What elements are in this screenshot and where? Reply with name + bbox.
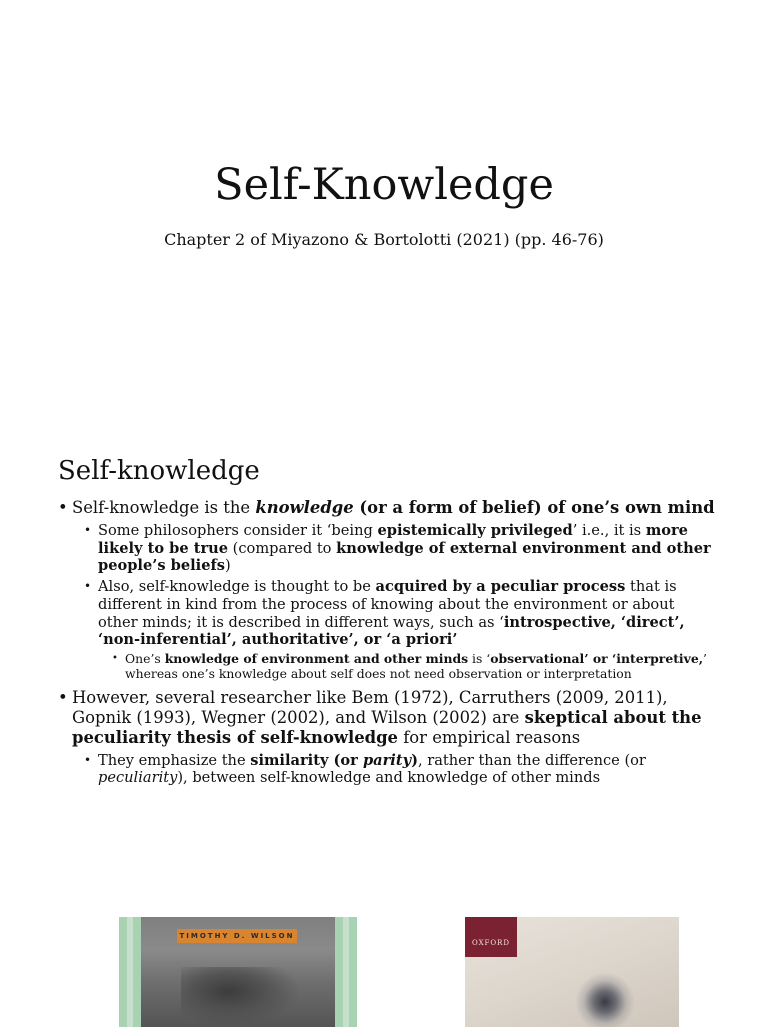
- bullet-text: Some philosophers consider it ‘being: [98, 522, 378, 539]
- oxford-logo: OXFORD: [465, 917, 517, 957]
- bullet-skeptics: [58, 688, 718, 748]
- cover-figure-image: [181, 967, 301, 1027]
- bullet-text-bold: observational’ or ‘interpretive,: [490, 650, 704, 666]
- bullet-text: , rather than the difference (or: [417, 751, 646, 769]
- subbullet-parity: [84, 752, 718, 787]
- cover-stripe: [127, 917, 133, 1027]
- bullet-list: [58, 498, 718, 789]
- bullet-text-bold: knowledge of environment and other minds: [164, 650, 469, 666]
- subbullet-epistemic-privilege: [84, 522, 718, 575]
- bullet-text-emph: knowledge: [255, 498, 354, 517]
- slide-title: Self-Knowledge: [214, 160, 554, 210]
- bullet-text: that is different in kind from the process of knowing about the environment or about other minds; it is described in different ways, such as ‘: [98, 578, 677, 631]
- cover-stripe: [343, 917, 349, 1027]
- slide-subtitle: Chapter 2 of Miyazono & Bortolotti (2021) (pp. 46-76): [164, 230, 604, 249]
- bullet-self-knowledge-definition: [58, 498, 718, 518]
- bullet-text-italic: peculiarity: [98, 769, 178, 787]
- book-cover-oxford: [465, 917, 679, 1027]
- content-heading: Self-knowledge: [58, 456, 260, 486]
- bullet-text: for empirical reasons: [398, 727, 581, 747]
- bullet-text-bold: introspective, ‘direct’, ‘non-inferential’, authoritative’, or ‘a priori’: [98, 613, 685, 649]
- bullet-text: However, several researcher like Bem (1972), Carruthers (2009, 2011), Gopnik (1993), Wegner (2002), and Wilson (2002) are: [72, 687, 668, 727]
- bullet-text-bold: more likely to be true: [98, 522, 688, 557]
- bullet-text: ): [225, 557, 231, 575]
- subbullet-peculiar-process: [84, 578, 718, 649]
- content-slide: [0, 440, 768, 1024]
- bullet-text: (compared to: [228, 539, 337, 557]
- bullet-text: Self-knowledge is the: [72, 498, 256, 517]
- subsubbullet-observational: [112, 652, 718, 682]
- bullet-text: One’s: [125, 650, 165, 666]
- cover-author-name: TIMOTHY D. WILSON: [177, 929, 297, 943]
- bullet-text: is ‘: [468, 650, 491, 666]
- title-slide: [0, 0, 768, 420]
- bullet-text: ), between self-knowledge and knowledge of other minds: [177, 769, 601, 787]
- book-cover-wilson: [119, 917, 357, 1027]
- cover-splash-image: [575, 972, 635, 1027]
- bullet-text: ’ i.e., it is: [572, 522, 646, 539]
- bullet-text-bold: skeptical about the peculiarity thesis of self-knowledge: [72, 707, 702, 747]
- bullet-text-bold: ): [411, 751, 418, 769]
- bullet-text: ’ whereas one’s knowledge about self does not need observation or interpretation: [125, 650, 707, 681]
- bullet-text-bold: acquired by a peculiar process: [375, 578, 626, 596]
- bullet-text-bold: similarity (or: [250, 751, 363, 769]
- bullet-text-bold: knowledge of external environment and other people’s beliefs: [98, 539, 711, 575]
- bullet-text-bold: (or a form of belief) of one’s own mind: [353, 498, 715, 517]
- bullet-text: They emphasize the: [98, 751, 251, 769]
- bullet-text: Also, self-knowledge is thought to be: [98, 578, 376, 596]
- bullet-text-bold: epistemically privileged: [377, 522, 573, 539]
- bullet-text-emph: parity: [362, 751, 412, 769]
